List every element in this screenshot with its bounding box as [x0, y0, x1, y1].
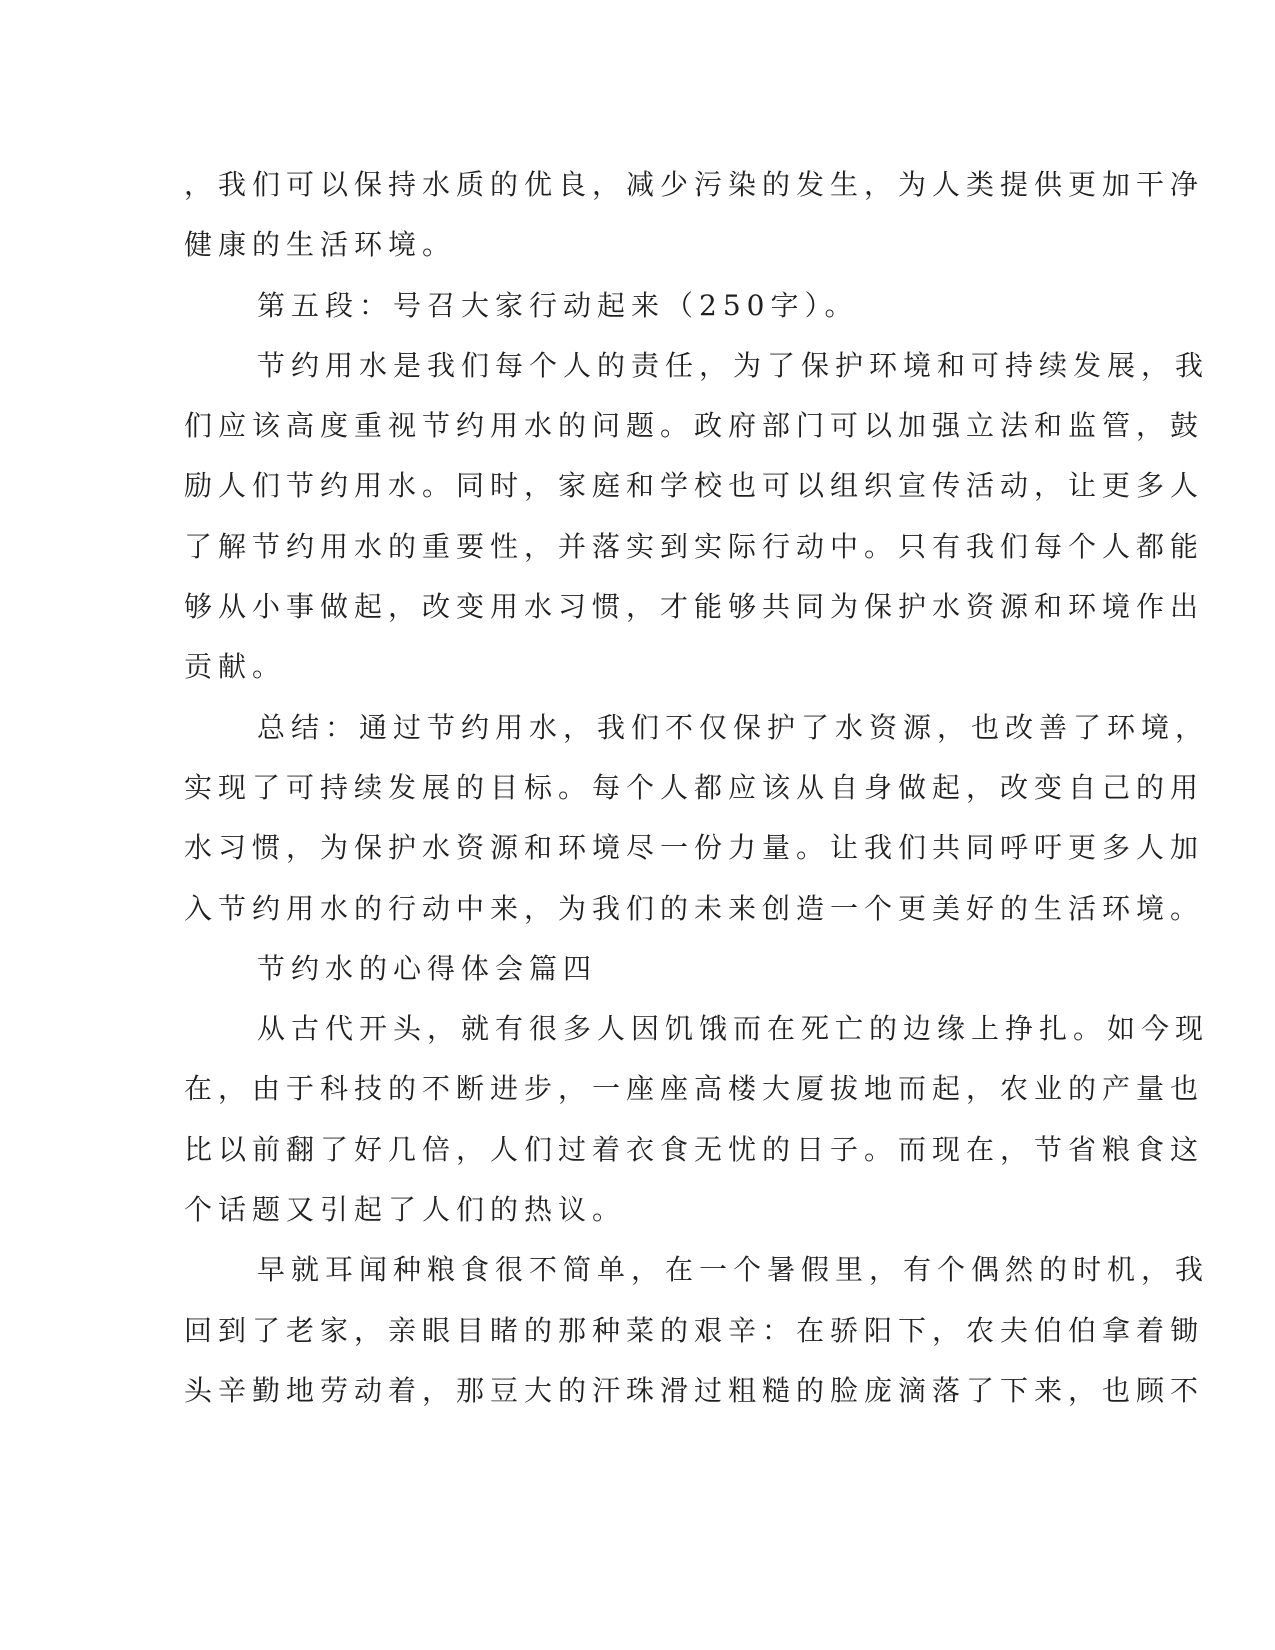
- text-line: 从古代开头，就有很多人因饥饿而在死亡的边缘上挣扎。如今现: [257, 1012, 1210, 1046]
- text-line: 实现了可持续发展的目标。每个人都应该从自身做起，改变自己的用: [184, 770, 1205, 804]
- text-line: 总结：通过节约用水，我们不仅保护了水资源，也改善了环境，: [257, 710, 1210, 744]
- text-line: 水习惯，为保护水资源和环境尽一份力量。让我们共同呼吁更多人加: [184, 831, 1205, 865]
- text-line: 在，由于科技的不断进步，一座座高楼大厦拔地而起，农业的产量也: [184, 1072, 1205, 1106]
- document-body: [184, 155, 1210, 1421]
- text-line: 入节约用水的行动中来，为我们的未来创造一个更美好的生活环境。: [184, 891, 1205, 925]
- text-line: 节约用水是我们每个人的责任，为了保护环境和可持续发展，我: [257, 348, 1210, 382]
- paragraph-call-to-action: [184, 336, 1210, 698]
- text-line: 头辛勤地劳动着，那豆大的汗珠滑过粗糙的脸庞滴落了下来，也顾不: [184, 1373, 1205, 1407]
- paragraph-summary: [184, 698, 1210, 939]
- text-line: 够从小事做起，改变用水习惯，才能够共同为保护水资源和环境作出: [184, 590, 1205, 624]
- text-line: ，我们可以保持水质的优良，减少污染的发生，为人类提供更加干净: [184, 168, 1205, 201]
- paragraph-history: [184, 999, 1210, 1240]
- text-line: 们应该高度重视节约用水的问题。政府部门可以加强立法和监管，鼓: [184, 409, 1205, 443]
- article-heading-part-four: 节约水的心得体会篇四: [257, 951, 598, 985]
- text-line: 回到了老家，亲眼目睹的那种菜的艰辛：在骄阳下，农夫伯伯拿着锄: [184, 1313, 1205, 1347]
- paragraph-farming: [184, 1240, 1210, 1421]
- text-line: 励人们节约用水。同时，家庭和学校也可以组织宣传活动，让更多人: [184, 469, 1205, 503]
- text-line: 健康的生活环境。: [184, 228, 457, 262]
- section-heading-five: 第五段：号召大家行动起来（250字）。: [257, 288, 859, 322]
- paragraph-continuation: [184, 155, 1205, 276]
- text-line: 了解节约用水的重要性，并落实到实际行动中。只有我们每个人都能: [184, 529, 1205, 563]
- text-line: 比以前翻了好几倍，人们过着衣食无忧的日子。而现在，节省粮食这: [184, 1132, 1205, 1166]
- text-line: 贡献。: [184, 650, 287, 684]
- text-line: 个话题又引起了人们的热议。: [184, 1193, 627, 1227]
- text-line: 早就耳闻种粮食很不简单，在一个暑假里，有个偶然的时机，我: [257, 1253, 1210, 1287]
